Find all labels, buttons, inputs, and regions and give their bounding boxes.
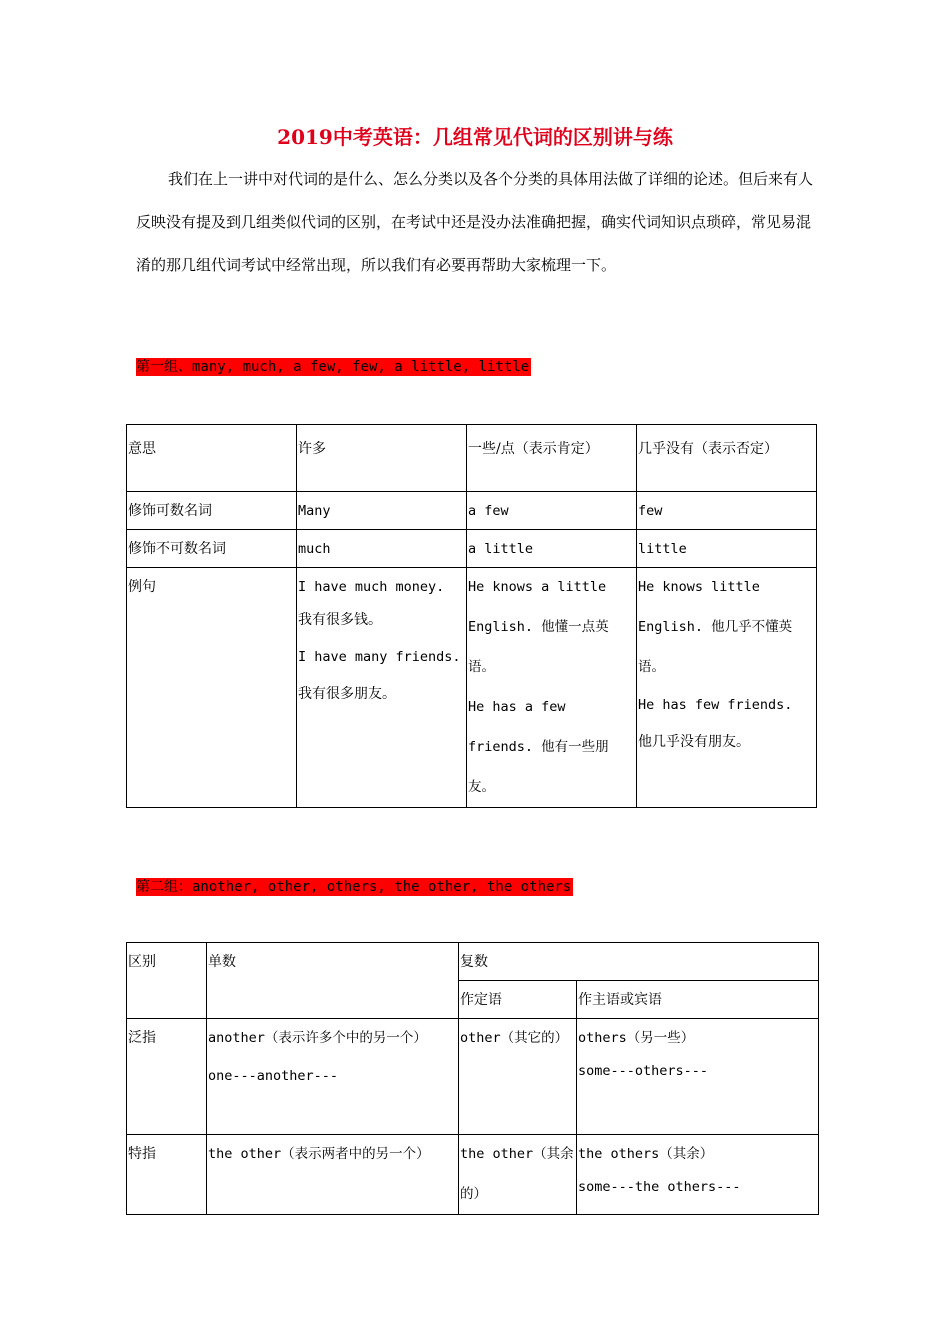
table-cell: 特指	[127, 1135, 207, 1215]
table-cell: 作定语	[459, 981, 577, 1019]
section2-label: 第二组：	[136, 879, 192, 895]
table-cell: few	[637, 492, 817, 530]
table-cell: the other（表示两者中的另一个）	[207, 1135, 459, 1215]
table-cell: I have much money. 我有很多钱。 I have many friends. 我有很多朋友。	[297, 568, 467, 808]
table-cell: 例句	[127, 568, 297, 808]
page-title: 2019中考英语：几组常见代词的区别讲与练	[277, 125, 673, 149]
section1-words: many, much, a few, few, a little, little	[192, 359, 530, 375]
table-cell: a few	[467, 492, 637, 530]
table-cell: a little	[467, 530, 637, 568]
table-row	[127, 530, 817, 568]
table-cell: little	[637, 530, 817, 568]
table-cell: 修饰不可数名词	[127, 530, 297, 568]
table-cell: other（其它的）	[459, 1019, 577, 1135]
table-row	[127, 492, 817, 530]
table-cell: 意思	[127, 425, 297, 492]
table-cell: 作主语或宾语	[577, 981, 819, 1019]
section2-heading	[136, 878, 573, 896]
table-cell: others（另一些） some---others---	[577, 1019, 819, 1135]
table-cell: 区别	[127, 943, 207, 1019]
table-cell: another（表示许多个中的另一个） one---another---	[207, 1019, 459, 1135]
table-cell: 许多	[297, 425, 467, 492]
table-cell: 几乎没有（表示否定）	[637, 425, 817, 492]
section1-heading	[136, 358, 531, 376]
table-cell: 一些/点（表示肯定）	[467, 425, 637, 492]
table-row	[127, 425, 817, 492]
table-cell: 修饰可数名词	[127, 492, 297, 530]
table-cell: the others（其余） some---the others---	[577, 1135, 819, 1215]
intro-paragraph: 我们在上一讲中对代词的是什么、怎么分类以及各个分类的具体用法做了详细的论述。但后来有人反映没有提及到几组类似代词的区别，在考试中还是没办法准确把握，确实代词知识点琐碎，常见易混淆的那几组代词考试中经常出现，所以我们有必要再帮助大家梳理一下。	[136, 170, 814, 274]
table-row	[127, 568, 817, 808]
table-cell: 泛指	[127, 1019, 207, 1135]
table-cell: He knows little English. 他几乎不懂英语。 He has few friends. 他几乎没有朋友。	[637, 568, 817, 808]
table-row	[127, 1019, 819, 1135]
table-cell: 单数	[207, 943, 459, 1019]
table-cell: much	[297, 530, 467, 568]
table-cell: Many	[297, 492, 467, 530]
section2-words: another, other, others, the other, the others	[192, 879, 572, 895]
other-table	[126, 942, 819, 1215]
table-row	[127, 1135, 819, 1215]
table-cell: He knows a little English. 他懂一点英语。 He has a few friends. 他有一些朋友。	[467, 568, 637, 808]
quantifier-table	[126, 424, 817, 808]
table-cell: 复数	[459, 943, 819, 981]
table-cell: the other（其余的）	[459, 1135, 577, 1215]
table-row	[127, 943, 819, 981]
section1-label: 第一组、	[136, 359, 192, 375]
